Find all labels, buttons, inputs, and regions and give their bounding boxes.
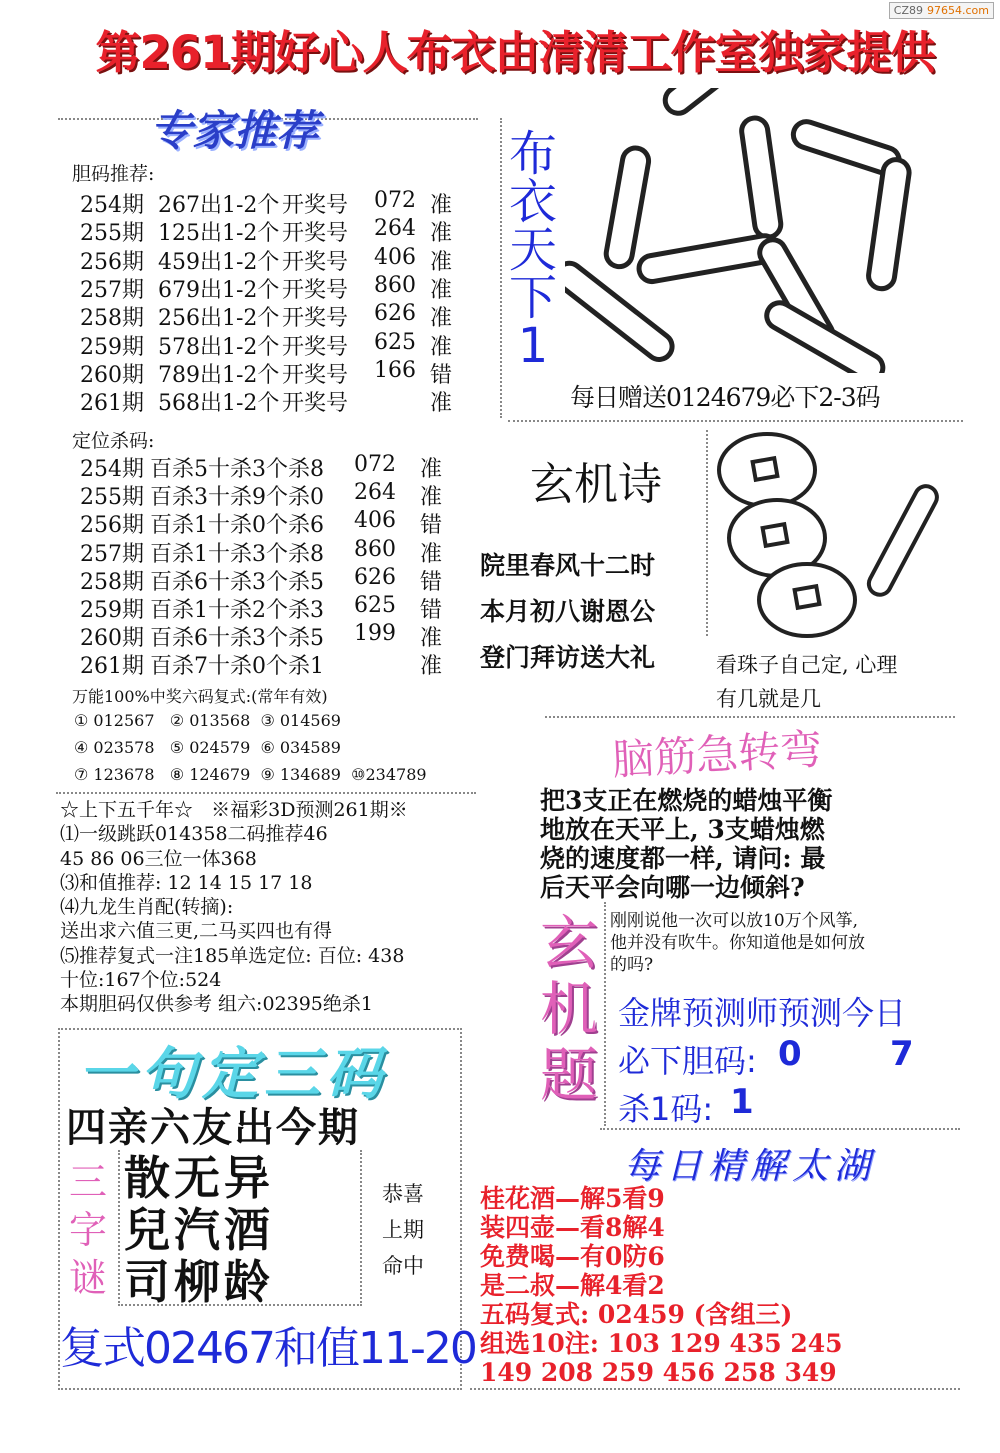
xuanji-ti-question: 刚刚说他一次可以放10万个风筝, 他并没有吹牛。你知道他是如何放 的吗? xyxy=(610,911,865,975)
dan-row-period: 261期 xyxy=(80,391,144,417)
poem-line: 院里春风十二时 xyxy=(480,551,656,580)
kill-row-period: 259期 xyxy=(80,598,144,623)
kill-row-period: 258期 xyxy=(80,569,144,595)
dan-row-draw-label: 开奖号 xyxy=(282,391,349,417)
digit-9-2-matchstick-icon xyxy=(565,88,945,373)
dan-row-period: 259期 xyxy=(80,334,144,360)
must-label: 必下胆码: xyxy=(618,1042,757,1080)
dan-row-draw-label: 开奖号 xyxy=(282,334,349,360)
dan-row-result: 准 xyxy=(430,334,453,360)
gold-title: 金牌预测师预测今日 xyxy=(618,994,907,1032)
kill-row-period: 254期 xyxy=(80,457,144,482)
buyi-vertical: 布 衣 天 下 1 xyxy=(508,126,557,374)
dan-row-result: 准 xyxy=(430,277,453,303)
dan-row-number: 626 xyxy=(374,301,416,327)
dan-row-pick: 578出1-2个 xyxy=(158,334,280,360)
taihu-heading: 每日精解太湖 xyxy=(624,1146,877,1187)
divider xyxy=(600,1128,960,1130)
kill-row-number: 199 xyxy=(354,621,396,647)
history-line: ⑶和值推荐: 12 14 15 17 18 xyxy=(60,871,313,894)
dan-row-number: 406 xyxy=(374,244,416,270)
xuanji-poem-heading: 玄机诗 xyxy=(530,459,662,510)
kill-row-period: 261期 xyxy=(80,654,144,680)
dan-row-number: 625 xyxy=(374,329,416,355)
xuanji-ti-frame xyxy=(604,902,606,1126)
dan-row-draw-label: 开奖号 xyxy=(282,277,349,303)
dan-row-number: 072 xyxy=(374,188,416,213)
kill-row-number: 264 xyxy=(354,480,396,506)
dan-row-pick: 459出1-2个 xyxy=(158,249,280,275)
dan-row-number: 264 xyxy=(374,216,416,242)
dan-row-draw-label: 开奖号 xyxy=(282,249,349,275)
kill-row-number: 072 xyxy=(354,452,396,477)
dan-row-result: 准 xyxy=(430,249,453,275)
kill-row-result: 准 xyxy=(420,485,443,511)
kill-row-number: 860 xyxy=(354,536,396,562)
dan-row-draw-label: 开奖号 xyxy=(282,221,349,247)
kill-row-result: 错 xyxy=(420,598,443,623)
dan-row-period: 257期 xyxy=(80,277,144,303)
taihu-lines: 桂花酒—解5看9 装四壶—看8解4 免费喝—有0防6 是二叔—解4看2 五码复式: 02459 (含组三) 组选10注: 103 129 435 245 149 208 259 456 258 349 xyxy=(480,1184,843,1387)
kill-row-number: 626 xyxy=(354,564,396,590)
kill-row-result: 准 xyxy=(420,654,443,680)
kill-row-number: 625 xyxy=(354,593,396,618)
daily-gift: 每日赠送0124679必下2-3码 xyxy=(570,383,880,412)
dan-row-pick: 267出1-2个 xyxy=(158,193,280,218)
history-line: ⑴一级跳跃014358二码推荐46 xyxy=(60,823,328,846)
poem-line: 登门拜访送大礼 xyxy=(480,643,656,672)
kill-one-digit: 1 xyxy=(730,1082,754,1122)
dan-row-number: 166 xyxy=(374,357,416,383)
kill-one-label: 杀1码: xyxy=(618,1090,714,1128)
brain-question: 把3支正在燃烧的蜡烛平衡 地放在天平上, 3支蜡烛燃 烧的速度都一样, 请问: 最 后天平会向哪一边倾斜? xyxy=(540,786,833,902)
kill-row-pick: 百杀6十杀3个杀5 xyxy=(150,626,324,652)
dan-row-period: 260期 xyxy=(80,362,144,388)
kill-row-period: 257期 xyxy=(80,541,144,567)
kill-row-pick: 百杀1十杀0个杀6 xyxy=(150,513,324,539)
kill-row-pick: 百杀6十杀3个杀5 xyxy=(150,569,324,595)
universal-row: ④ 023578 ⑤ 024579 ⑥ 034589 xyxy=(74,738,341,757)
universal-label: 万能100%中奖六码复式:(常年有效) xyxy=(72,687,328,706)
kill-row-period: 260期 xyxy=(80,626,144,652)
dan-row-result: 错 xyxy=(430,362,453,388)
history-line: ⑷九龙生肖配(转摘): xyxy=(60,896,234,919)
brain-heading: 脑筋急转弯 xyxy=(610,724,824,785)
dan-row-draw-label: 开奖号 xyxy=(282,306,349,332)
coin-digit-8-icon xyxy=(712,430,952,640)
dan-row-number: 860 xyxy=(374,272,416,298)
divider xyxy=(56,792,476,794)
xuanji-ti-label: 玄 机 题 xyxy=(539,909,598,1109)
dan-row-draw-label: 开奖号 xyxy=(282,193,349,218)
dan-row-pick: 789出1-2个 xyxy=(158,362,280,388)
kill-row-result: 准 xyxy=(420,457,443,482)
dan-row-result: 准 xyxy=(430,306,453,332)
congrats-text: 恭喜 上期 命中 xyxy=(382,1182,424,1278)
dan-row-period: 256期 xyxy=(80,249,144,275)
history-line: 送出求六值三更,二马买四也有得 xyxy=(60,920,333,943)
kill-label: 定位杀码: xyxy=(72,430,155,452)
poem-line: 本月初八谢恩公 xyxy=(480,597,656,626)
page-title: 第261期好心人布衣由清清工作室独家提供 xyxy=(95,26,935,79)
riddle-words: 散无异 兒汽酒 司柳龄 xyxy=(124,1151,274,1309)
history-line: 45 86 06三位一体368 xyxy=(60,847,257,870)
kill-row-period: 256期 xyxy=(80,513,144,539)
kill-row-result: 错 xyxy=(420,513,443,539)
must-digit: 0 xyxy=(778,1034,802,1074)
expert-heading: 专家推荐 xyxy=(150,106,319,155)
dan-row-pick: 256出1-2个 xyxy=(158,306,280,332)
divider xyxy=(508,420,963,422)
dan-row-pick: 568出1-2个 xyxy=(158,391,280,417)
kill-row-pick: 百杀7十杀0个杀1 xyxy=(150,654,324,680)
kill-row-period: 255期 xyxy=(80,485,144,511)
kill-row-pick: 百杀1十杀3个杀8 xyxy=(150,541,324,567)
watermark: CZ89 97654.com xyxy=(889,2,994,19)
dan-row-result: 准 xyxy=(430,193,453,218)
kill-row-number: 406 xyxy=(354,508,396,534)
dan-row-result: 准 xyxy=(430,391,453,417)
riddle-label: 三 字 谜 xyxy=(68,1160,107,1300)
coin-caption: 看珠子自己定, 心理 有几就是几 xyxy=(716,653,898,711)
universal-row: ① 012567 ② 013568 ③ 014569 xyxy=(74,711,341,730)
kill-row-pick: 百杀5十杀3个杀8 xyxy=(150,457,324,482)
dan-row-draw-label: 开奖号 xyxy=(282,362,349,388)
dan-label: 胆码推荐: xyxy=(72,163,155,185)
kill-row-result: 错 xyxy=(420,569,443,595)
must-digit: 7 xyxy=(890,1034,914,1074)
fushi-summary: 复式02467和值11-20 xyxy=(60,1323,476,1374)
history-line: 本期胆码仅供参考 组六:02395绝杀1 xyxy=(60,993,373,1016)
yiju-phrase: 四亲六友出今期 xyxy=(66,1105,360,1151)
dan-row-period: 258期 xyxy=(80,306,144,332)
history-line: 十位:167个位:524 xyxy=(60,969,222,992)
kill-row-result: 准 xyxy=(420,626,443,652)
divider xyxy=(545,716,955,718)
history-line: ☆上下五千年☆ ※福彩3D预测261期※ xyxy=(60,799,408,821)
dan-row-period: 254期 xyxy=(80,193,144,218)
kill-row-pick: 百杀1十杀2个杀3 xyxy=(150,598,324,623)
dan-row-pick: 125出1-2个 xyxy=(158,221,280,247)
divider xyxy=(470,1388,960,1390)
yiju-heading: 一句定三码 xyxy=(78,1042,388,1107)
universal-row: ⑦ 123678 ⑧ 124679 ⑨ 134689 ⑩234789 xyxy=(74,765,427,784)
dan-row-result: 准 xyxy=(430,221,453,247)
dan-row-period: 255期 xyxy=(80,221,144,247)
kill-row-result: 准 xyxy=(420,541,443,567)
history-line: ⑸推荐复式一注185单选定位: 百位: 438 xyxy=(60,944,405,967)
dan-row-pick: 679出1-2个 xyxy=(158,277,280,303)
history-block xyxy=(60,798,408,1017)
kill-row-pick: 百杀3十杀9个杀0 xyxy=(150,485,324,511)
